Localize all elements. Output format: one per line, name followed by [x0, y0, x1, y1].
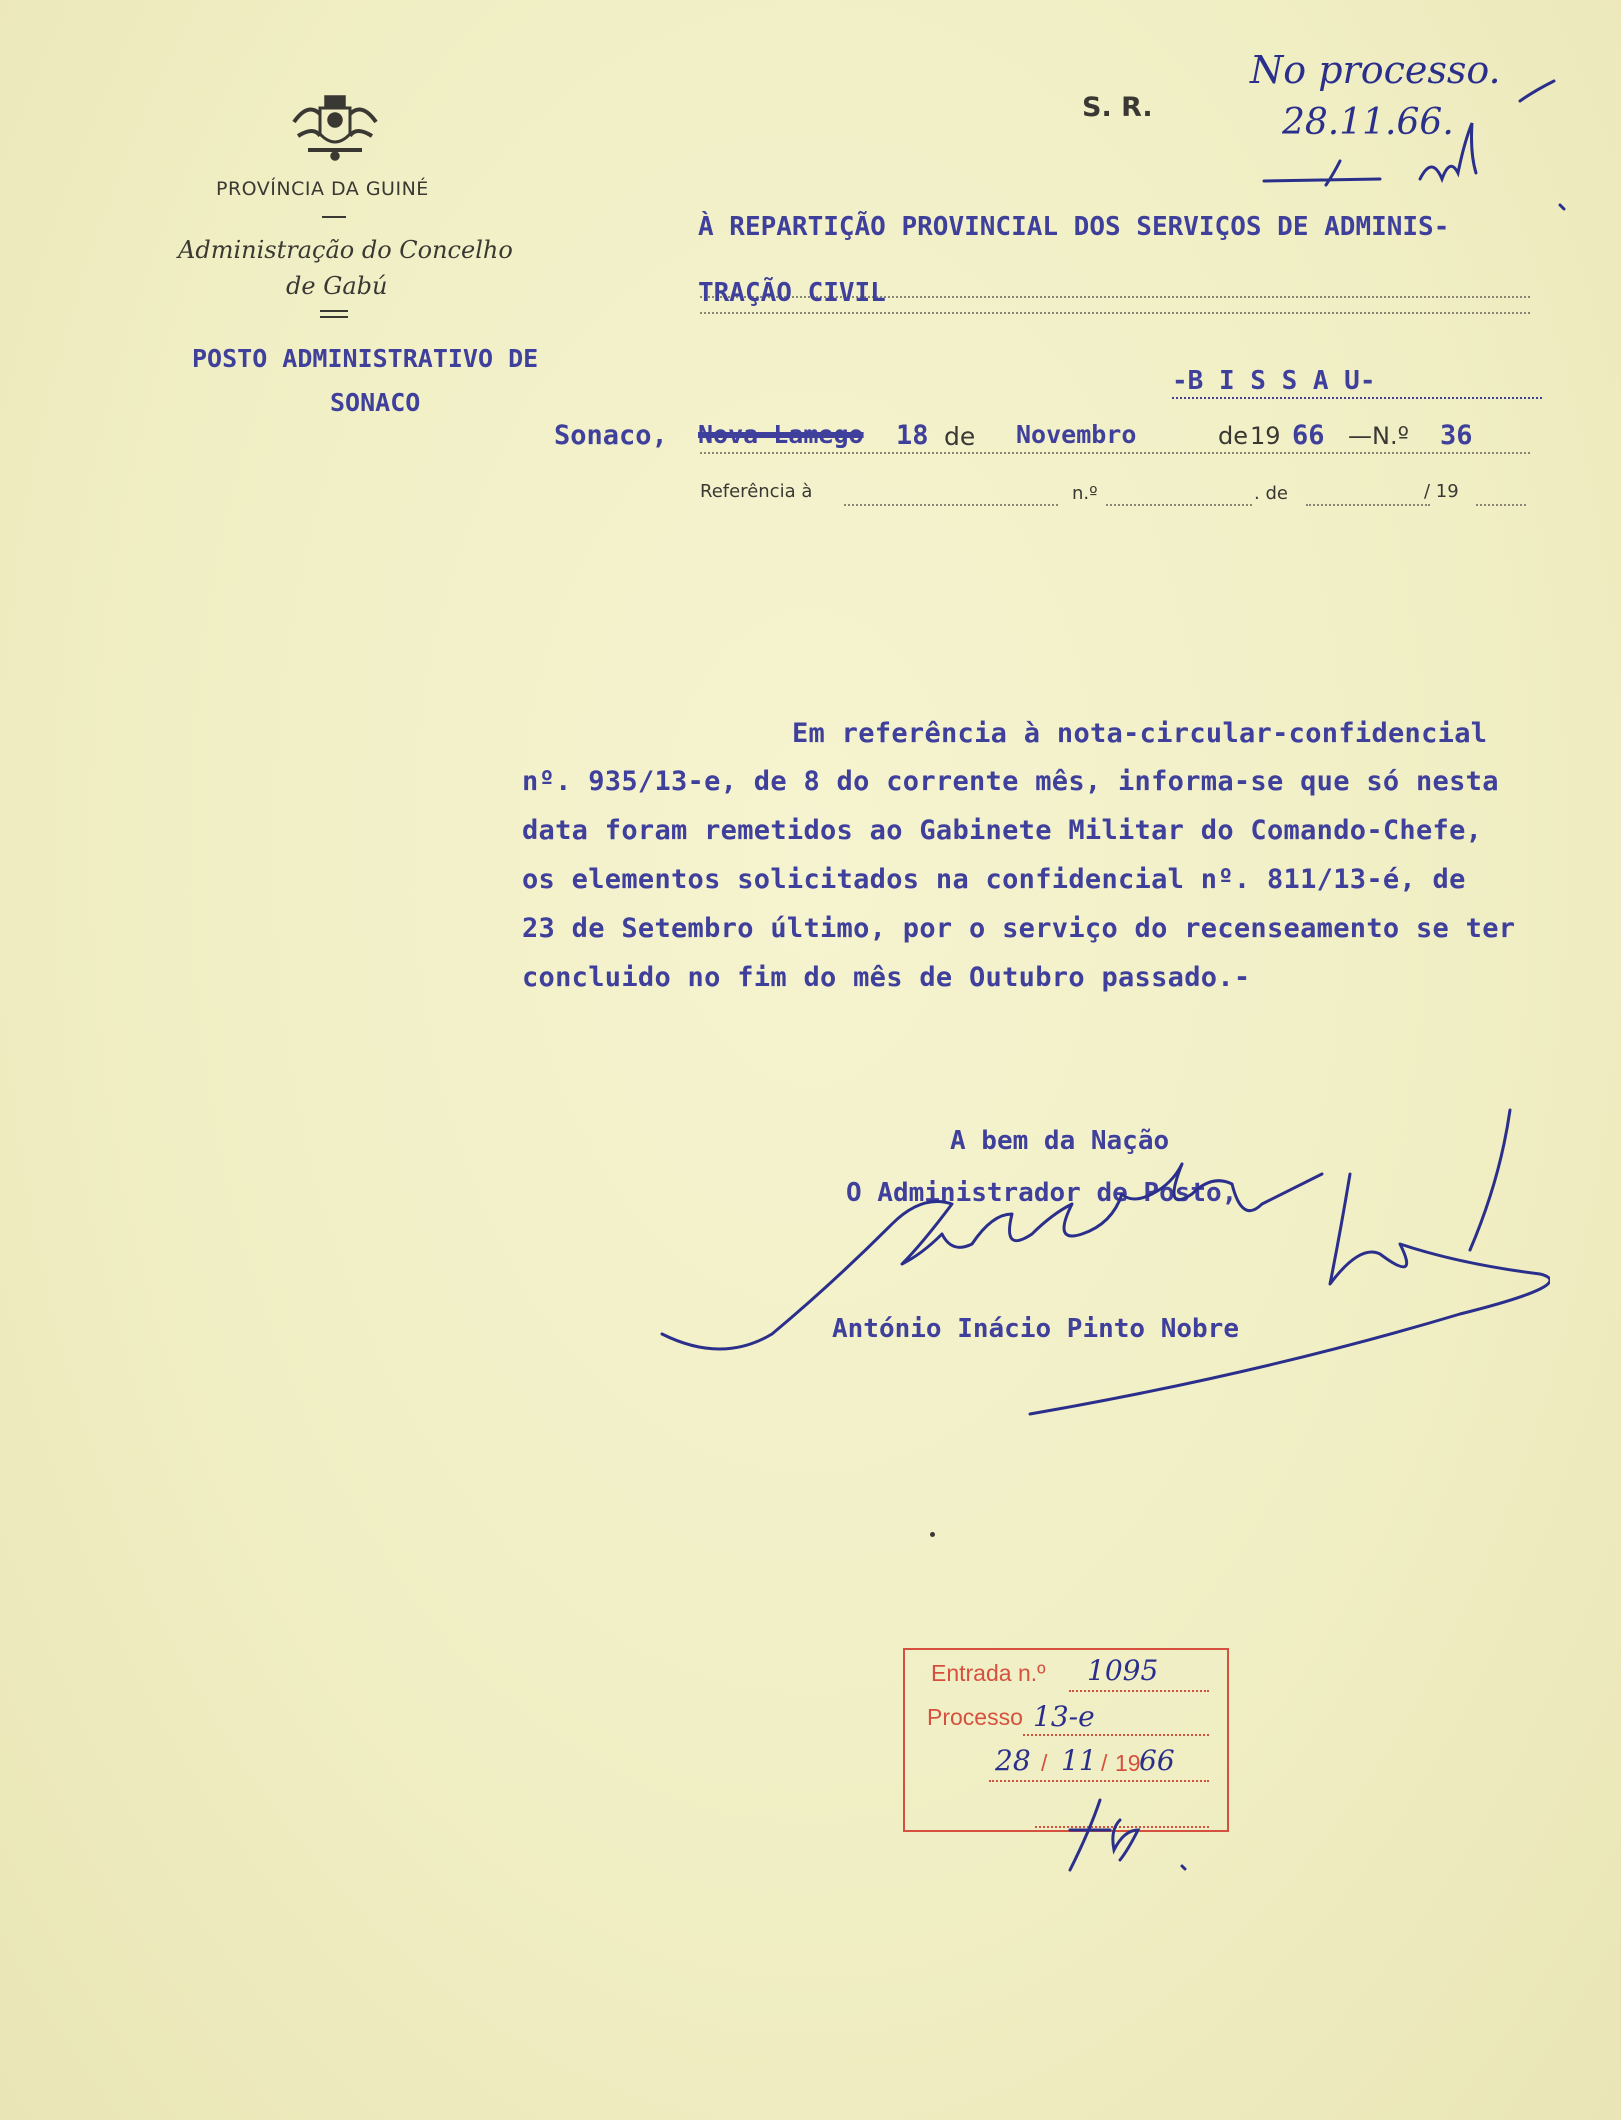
stamp-date-year-prefix: 19	[1115, 1750, 1141, 1776]
divider	[320, 310, 348, 312]
number-label: —N.º	[1348, 422, 1409, 450]
date-day: 18	[896, 420, 929, 451]
signer-name: António Inácio Pinto Nobre	[832, 1314, 1239, 1344]
stamp-date-year: 66	[1139, 1744, 1175, 1777]
date-de-label: de	[944, 422, 976, 451]
body-line-3: data foram remetidos ao Gabinete Militar do Comando-Chefe,	[522, 815, 1483, 846]
date-place: Sonaco,	[554, 420, 668, 451]
underline-city	[1172, 397, 1542, 399]
body-line-4: os elementos solicitados na confidencial nº. 811/13-é, de	[522, 864, 1466, 895]
stamp-processo-label: Processo	[927, 1704, 1023, 1730]
dotted-rule	[700, 312, 1530, 314]
body-line-1: Em referência à nota-circular-confidencial	[792, 718, 1488, 749]
handwritten-note-line2: 28.11.66.	[1282, 102, 1454, 143]
body-line-6: concluido no fim do mês de Outubro passado.-	[522, 962, 1251, 993]
date-year-prefix: 19	[1250, 422, 1281, 450]
ink-dot	[930, 1532, 935, 1537]
reference-de-label: . de	[1254, 483, 1288, 504]
administration-line2: de Gabú	[286, 272, 388, 300]
date-struck-place: Nova Lamego	[698, 420, 864, 449]
date-year: 66	[1292, 420, 1325, 451]
stamp-date-day: 28	[995, 1744, 1031, 1777]
stamp-entrada-value: 1095	[1087, 1654, 1159, 1687]
body-line-2: nº. 935/13-e, de 8 do corrente mês, informa-se que só nesta	[522, 766, 1499, 797]
sr-mark: S. R.	[1082, 92, 1153, 123]
body-line-5: 23 de Setembro último, por o serviço do recenseamento se ter	[522, 913, 1516, 944]
province-name: PROVÍNCIA DA GUINÉ	[216, 178, 429, 200]
reference-number-label: n.º	[1072, 483, 1098, 504]
stamp-rule	[1023, 1734, 1209, 1736]
address-city: -B I S S A U-	[1172, 366, 1376, 396]
initials-signature-top	[1260, 75, 1580, 215]
reference-year-label: / 19	[1424, 481, 1459, 502]
stamp-date-sep-2: /	[1101, 1750, 1108, 1776]
stamp-rule	[1069, 1690, 1209, 1692]
post-name-line1: POSTO ADMINISTRATIVO DE	[192, 344, 539, 373]
stamp-rule	[989, 1780, 1209, 1782]
letter-number: 36	[1440, 420, 1473, 451]
reference-date-field[interactable]	[1306, 504, 1430, 506]
stamp-initials	[1050, 1790, 1200, 1880]
reference-year-field[interactable]	[1476, 504, 1526, 506]
address-line2: TRAÇÃO CIVIL	[698, 278, 886, 308]
coat-of-arms-icon	[290, 92, 380, 164]
handwritten-note-line1: No processo.	[1250, 48, 1501, 92]
stamp-date-sep-1: /	[1041, 1750, 1048, 1776]
dotted-rule	[700, 452, 1530, 454]
address-line1: À REPARTIÇÃO PROVINCIAL DOS SERVIÇOS DE ADMINIS-	[698, 212, 1450, 242]
stamp-entrada-label: Entrada n.º	[931, 1660, 1046, 1686]
stamp-processo-value: 13-e	[1033, 1700, 1095, 1733]
closing-title: O Administrador de Posto,	[846, 1178, 1238, 1208]
stamp-date-month: 11	[1061, 1744, 1097, 1777]
divider	[322, 216, 346, 218]
signature	[650, 1100, 1550, 1420]
reference-number-field[interactable]	[1106, 504, 1252, 506]
divider	[320, 316, 348, 318]
date-de-label-2: de	[1218, 422, 1248, 450]
closing-salutation: A bem da Nação	[950, 1126, 1170, 1156]
post-name-line2: SONACO	[330, 388, 421, 417]
reference-label: Referência à	[700, 481, 813, 502]
reference-field[interactable]	[844, 504, 1058, 506]
administration-line1: Administração do Concelho	[178, 236, 513, 264]
date-month: Novembro	[1016, 420, 1137, 449]
